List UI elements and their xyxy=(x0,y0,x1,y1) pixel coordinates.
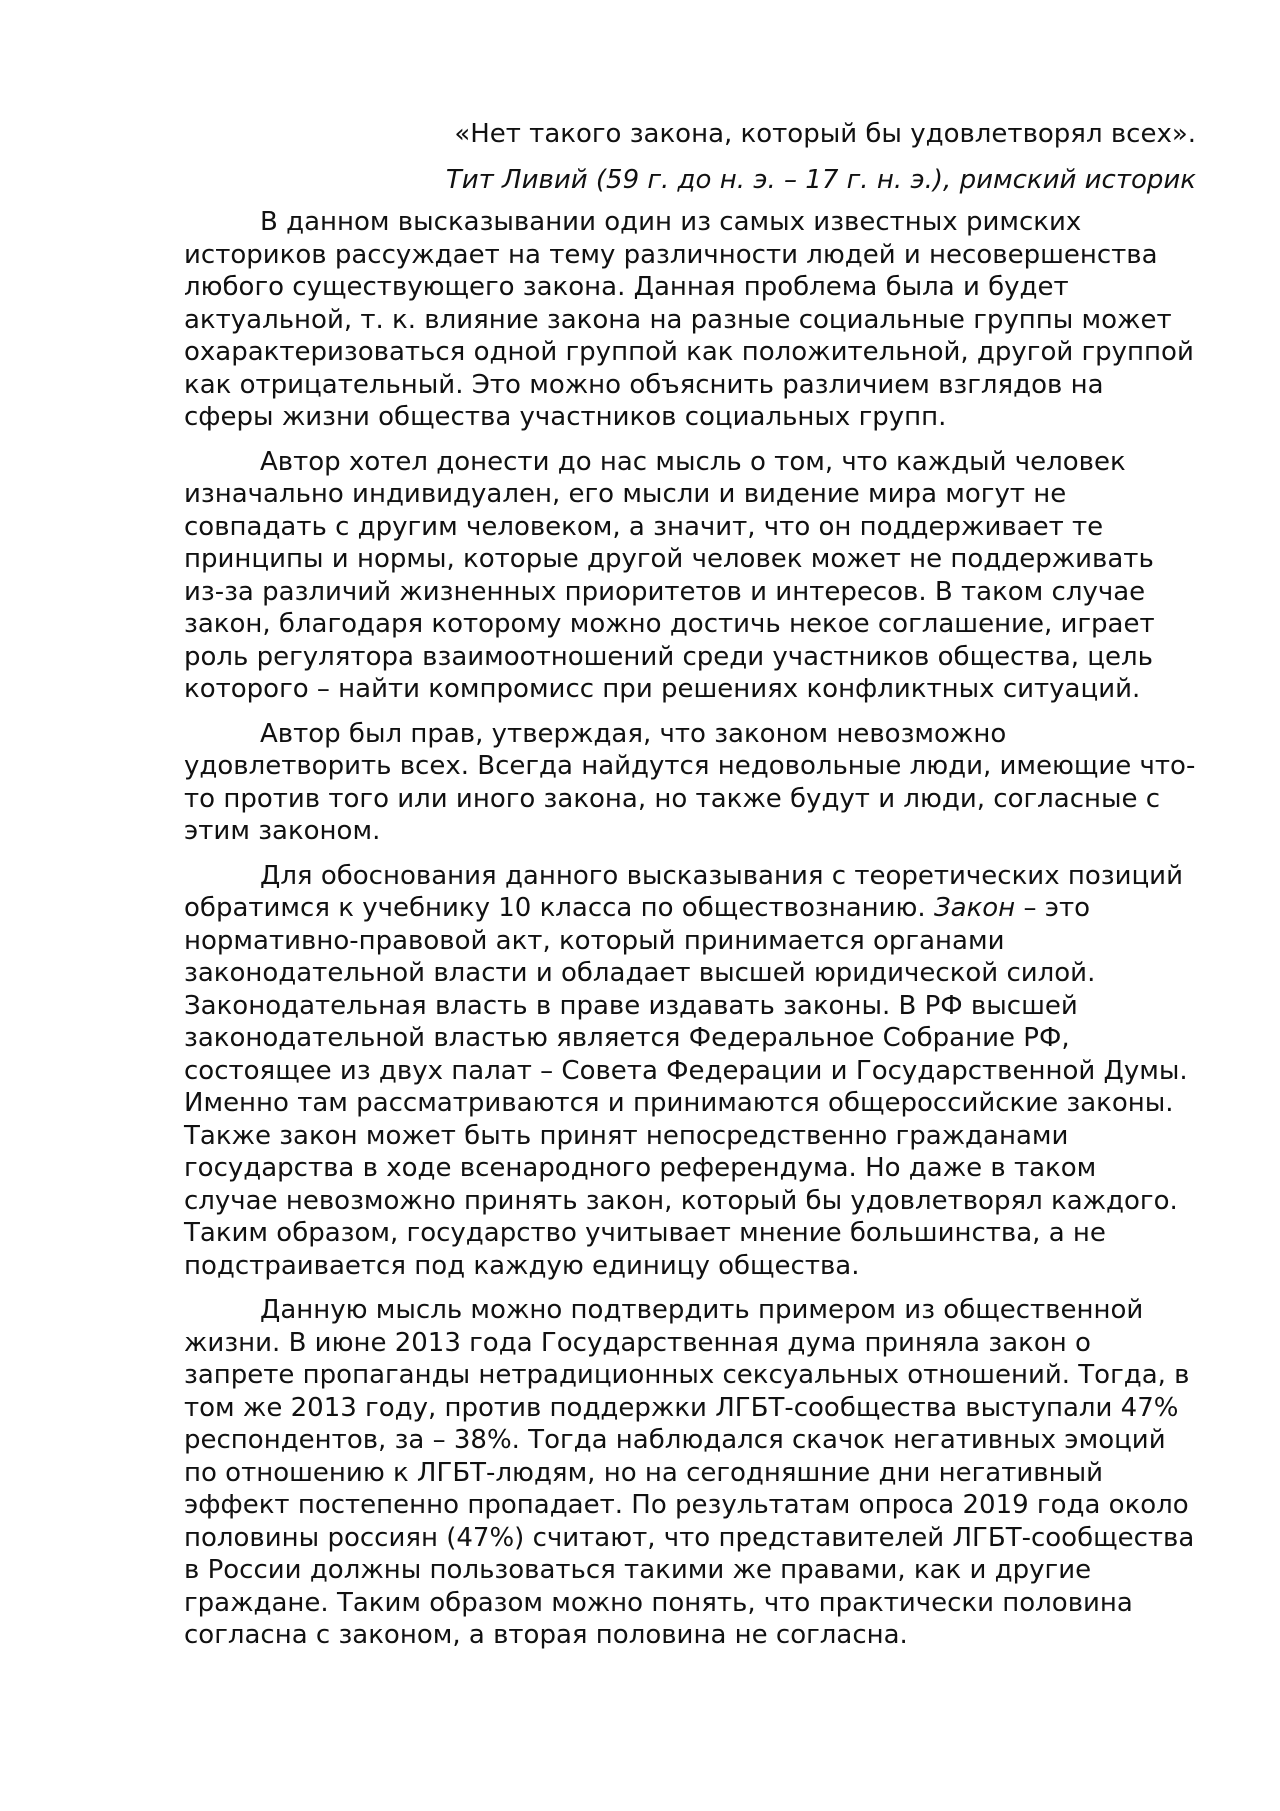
paragraph-author-idea: Автор хотел донести до нас мысль о том, что каждый человек изначально индивидуален, его мысли и видение мира могут не совпадать с другим человеком, а значит, что он поддерживает те принципы и нормы, которые другой человек может не поддерживать из-за различий жизненных приоритетов и интересов. В таком случае закон, благодаря которому можно достичь некое соглашение, играет роль регулятора взаимоотношений среди участников общества, цель которого – найти компромисс при решениях конфликтных ситуаций. xyxy=(184,446,1155,704)
epigraph-quote: «Нет такого закона, который бы удовлетворял всех». xyxy=(454,119,1196,149)
paragraph-example: Данную мысль можно подтвердить примером из общественной жизни. В июне 2013 года Государственная дума приняла закон о запрете пропаганды нетрадиционных сексуальных отношений. Тогда, в том же 2013 году, против поддержки ЛГБТ-сообщества выступали 47% респондентов, за – 38%. Тогда наблюдался скачок негативных эмоций по отношению к ЛГБТ-людям, но на сегодняшние дни негативный эффект постепенно пропадает. По результатам опроса 2019 года около половины россиян (47%) считают, что представителей ЛГБТ-сообщества в России должны пользоваться такими же правами, как и другие граждане. Таким образом можно понять, что практически половина согласна с законом, а вторая половина не согласна. xyxy=(184,1295,1195,1650)
paragraph-theory xyxy=(184,860,1196,1283)
document-body xyxy=(184,118,1196,1664)
epigraph-author: Тит Ливий (59 г. до н. э. – 17 г. н. э.), римский историк xyxy=(445,164,1196,195)
paragraph-theory-rest: – это нормативно-правовой акт, который принимается органами законодательной власти и обладает высшей юридической силой. Законодательная власть в праве издавать законы. В РФ высшей законодательной властью является Федеральное Собрание РФ, состоящее из двух палат – Совета Федерации и Государственной Думы. Именно там рассматриваются и принимаются общероссийские законы. Также закон может быть принят непосредственно гражданами государства в ходе всенародного референдума. Но даже в таком случае невозможно принять закон, который бы удовлетворял каждого. Таким образом, государство учитывает мнение большинства, а не подстраивается под каждую единицу общества. xyxy=(184,893,1188,1281)
paragraph-intro: В данном высказывании один из самых известных римских историков рассуждает на тему различности людей и несовершенства любого существующего закона. Данная проблема была и будет актуальной, т. к. влияние закона на разные социальные группы может охарактеризоваться одной группой как положительной, другой группой как отрицательный. Это можно объяснить различием взглядов на сферы жизни общества участников социальных групп. xyxy=(184,207,1194,432)
term-zakon: Закон xyxy=(933,893,1016,923)
paragraph-agreement: Автор был прав, утверждая, что законом невозможно удовлетворить всех. Всегда найдутся недовольные люди, имеющие что-то против того или иного закона, но также будут и люди, согласные с этим законом. xyxy=(184,718,1196,846)
paragraph-theory-lead: Для обоснования данного высказывания с теоретических позиций обратимся к учебнику 10 класса по обществознанию. xyxy=(184,860,1183,923)
